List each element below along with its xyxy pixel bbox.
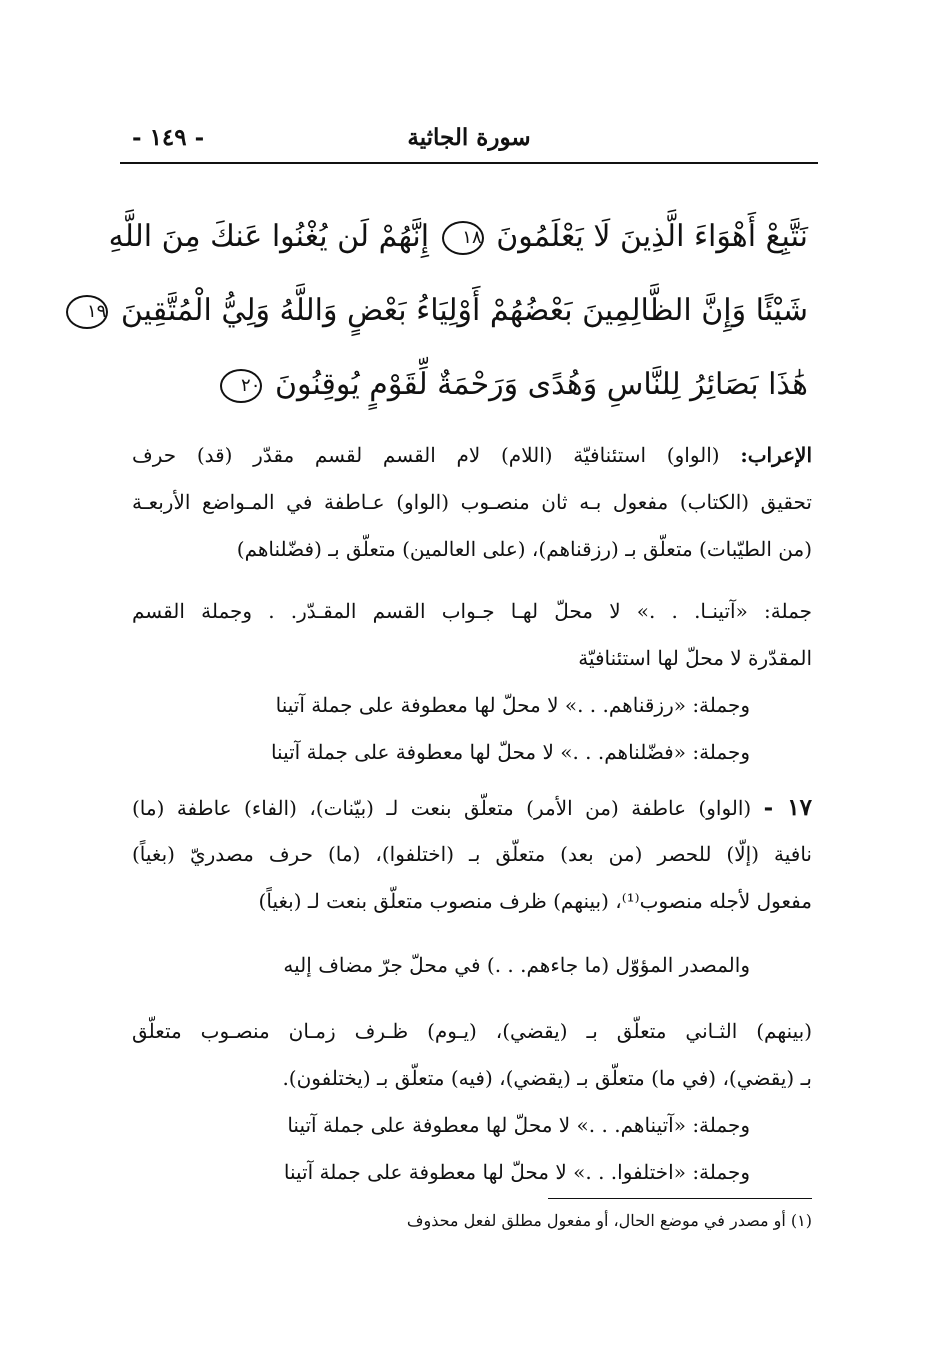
- quran-verses: [86, 200, 808, 422]
- text-line: تحقيق (الكتاب) مفعول بـه ثان منصـوب (الواو) عـاطفة في المـواضع الأربعـة: [132, 490, 812, 514]
- text-line: [132, 784, 812, 831]
- verse-text: نَتَّبِعْ أَهْوَاءَ الَّذِينَ لَا يَعْلَمُونَ: [496, 219, 808, 254]
- text-line: بـ (يقضي)، (في ما) متعلّق بـ (يقضي)، (فيه) متعلّق بـ (يختلفون).: [282, 1066, 812, 1090]
- irab-heading: الإعراب:: [740, 443, 813, 467]
- text-line: [132, 432, 812, 479]
- text-line: نافية (إلّا) للحصر (من بعد) متعلّق بـ (اختلفوا)، (ما) حرف مصدريّ (بغياً): [132, 842, 812, 866]
- header-divider: [120, 162, 818, 164]
- verse-line-2: [86, 274, 808, 348]
- footnote: (١) أو مصدر في موضع الحال، أو مفعول مطلق لفعل محذوف: [406, 1211, 812, 1230]
- text-line: جملة: «آتينـا. . .» لا محلّ لهـا جـواب القسم المقـدّر. . وجملة القسم: [132, 599, 812, 623]
- irab-line-text: (الواو) استئنافيّة (اللام) لام القسم لقسم مقدّر (قد) حرف: [132, 443, 720, 467]
- page-header: [120, 118, 818, 162]
- text-line: وجملة: «آتيناهم. . .» لا محلّ لها معطوفة على جملة آتينا: [287, 1113, 750, 1137]
- verse-number-marker: ٢٠: [220, 369, 262, 403]
- verse-number-marker: ١٨: [442, 221, 484, 255]
- verse-17-paragraph: [132, 784, 812, 925]
- text-line: والمصدر المؤوّل (ما جاءهم. . .) في محلّ جرّ مضاف إليه: [283, 953, 750, 977]
- verse-text: شَيْئًا وَإِنَّ الظَّالِمِينَ بَعْضُهُمْ أَوْلِيَاءُ بَعْضٍ وَاللَّهُ وَلِيُّ الْمُتَّقِينَ: [120, 293, 808, 328]
- page-number: - ١٤٩ -: [132, 124, 205, 151]
- text-line: مفعول لأجله منصوب⁽¹⁾، (بينهم) ظرف منصوب متعلّق بنعت لـ (بغياً): [258, 889, 812, 913]
- verse-17-paragraph-2: [132, 1008, 812, 1196]
- irab-paragraph: [132, 432, 812, 573]
- verse-text: إِنَّهُمْ لَن يُغْنُوا عَنكَ مِنَ اللَّهِ: [108, 219, 430, 254]
- surah-title: سورة الجاثية: [407, 124, 531, 151]
- text-line: المقدّرة لا محلّ لها استئنافيّة: [578, 646, 812, 670]
- text-line: وجملة: «فضّلناهم. . .» لا محلّ لها معطوفة على جملة آتينا: [270, 740, 750, 764]
- verse-17-line-text: (الواو) عاطفة (من الأمر) متعلّق بنعت لـ (بيّنات)، (الفاء) عاطفة (ما): [132, 796, 752, 820]
- verse-line-1: [108, 200, 808, 274]
- text-line: وجملة: «اختلفوا. . .» لا محلّ لها معطوفة على جملة آتينا: [283, 1160, 750, 1184]
- footnote-divider: [548, 1198, 812, 1199]
- text-line: (بينهم) الثـاني متعلّق بـ (يقضي)، (يـوم) ظـرف زمـان منصـوب متعلّق: [132, 1019, 812, 1043]
- verse-line-3: [140, 348, 808, 422]
- verse-number: ١٧ -: [763, 794, 812, 821]
- jumal-paragraph-1: [132, 588, 812, 776]
- text-line: (من الطيّبات) متعلّق بـ (رزقناهم)، (على العالمين) متعلّق بـ (فضّلناهم): [236, 537, 812, 561]
- text-line: وجملة: «رزقناهم. . .» لا محلّ لها معطوفة على جملة آتينا: [275, 693, 750, 717]
- verse-number-marker: ١٩: [66, 295, 108, 329]
- verse-text: هَٰذَا بَصَائِرُ لِلنَّاسِ وَهُدًى وَرَحْمَةٌ لِّقَوْمٍ يُوقِنُونَ: [274, 367, 808, 402]
- masdar-paragraph: [132, 942, 812, 989]
